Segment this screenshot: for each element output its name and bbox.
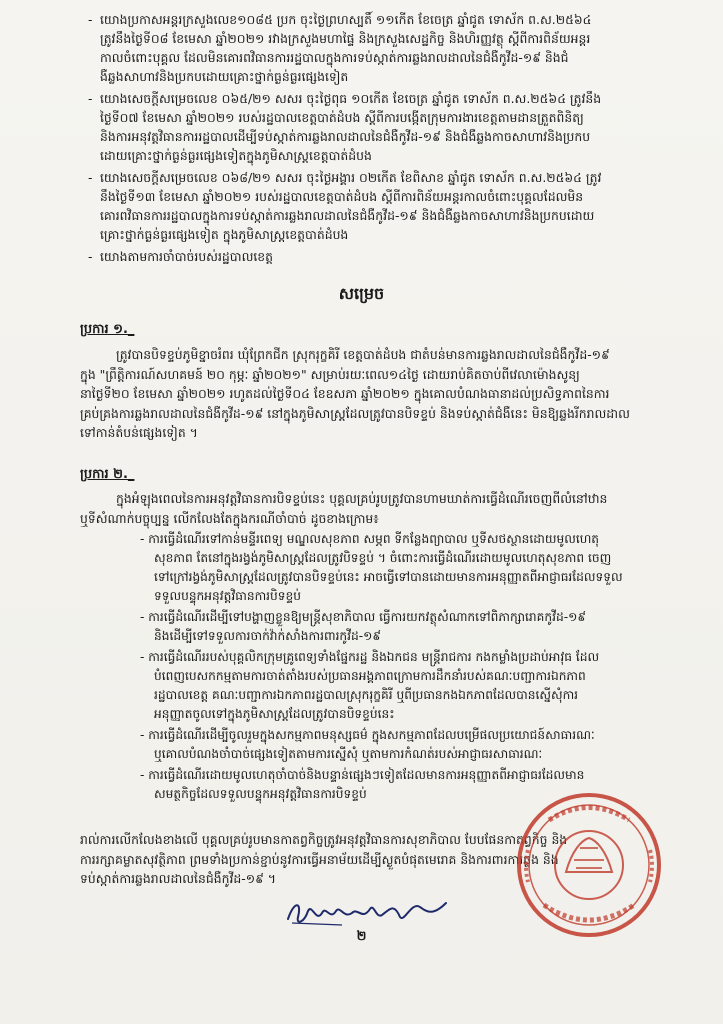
exception-line: ឬគោលបំណងចាំបាច់ផ្សេងទៀតតាមការស្នើសុំ ឬតាមការកំណត់របស់អាជ្ញាធរសាធារណៈ — [154, 747, 543, 761]
reference-line: យោងប្រកាសអន្តរក្រសួងលេខ១០៨៥ ប្រក ចុះថ្ងៃព្រហស្បតិ៍ ១១កើត ខែចេត្រ ឆ្នាំជូត ទោស័ក ព.ស.២៥៦៤ — [100, 12, 592, 27]
exception-line: អនុញ្ញាតចូលទៅក្នុងភូមិសាស្ត្រដែលត្រូវបានបិទខ្ទប់នេះ — [154, 707, 395, 721]
exception-line: និងដើម្បីទៅទទួលការចាក់វ៉ាក់សាំងការពារកូវីដ-១៩ — [154, 629, 382, 643]
reference-line: ថ្ងៃទី០៧ ខែមេសា ឆ្នាំ២០២១ របស់រដ្ឋបាលខេត្តបាត់ដំបង ស្តីពីការបង្កើតក្រុមការងារខេត្តតាមដានត្រួតពិនិត្យ — [100, 110, 584, 125]
exception-item-3: - ការធ្វើដំណើររបស់បុគ្គលិកក្រុមគ្រូពេទ្យទាំងផ្នែករដ្ឋ និងឯកជន មន្ត្រីរាជការ កងកម្លាំងប្រដាប់អាវុធ ដែល បំពេញបេសកកម្មតាមការចាត់តាំងរបស់ប្រធានអង្គភាពក្រោមការដឹកនាំរបស់គណៈបញ្ជាការឯកភាព រដ្ឋបាលខេត្ត គណៈបញ្ជាការឯកភាពរដ្ឋបាលស្រុករុក្ខគិរី ឬពីប្រធានកងឯកភាពដែលបានស្នើសុំការ អនុញ្ញាតចូលទៅក្នុងភូមិសាស្ត្រដែលត្រូវបានបិទខ្ទប់នេះ — [140, 648, 700, 724]
article-1-line: នាថ្ងៃទី២០ ខែមេសា ឆ្នាំ២០២១ រហូតដល់ថ្ងៃទី០៤ ខែឧសភា ឆ្នាំ២០២១ ក្នុងគោលបំណងធានាដល់ប្រសិទ្ធភាពនៃការ — [80, 386, 610, 401]
article-2-intro — [80, 489, 700, 528]
article-1-title: ប្រការ ១._ — [80, 322, 135, 337]
reference-list — [88, 10, 700, 266]
decision-heading: សម្រេច — [338, 284, 385, 303]
reference-line: នឹងថ្ងៃទី១៣ ខែមេសា ឆ្នាំ២០២១ របស់រដ្ឋបាលខេត្តបាត់ដំបង ស្តីពីការពិន័យអន្តរកាលចំពោះបុគ្គលដែលមិន — [100, 189, 584, 204]
exception-line: ការធ្វើដំណើរដើម្បីទៅបង្ហាញខ្លួនឱ្យមន្ត្រីសុខាភិបាល ធ្វើការយកវត្ថុសំណាកទៅពិភាក្សារោគកូវីដ-១៩ — [148, 610, 586, 624]
official-seal-icon — [514, 790, 664, 940]
article-1-line: ត្រូវបានបិទខ្ទប់ភូមិខ្នាចរំពរ ឃុំព្រែកជីក ស្រុករុក្ខគិរី ខេត្តបាត់ដំបង ជាតំបន់មានការឆ្លងរាលដាលនៃជំងឺកូវីដ-១៩ — [116, 347, 610, 362]
exception-line: ទទួលបន្ទុកអនុវត្តវិធានការបិទខ្ទប់ — [154, 589, 301, 603]
exception-line: សុខភាព តែនៅក្នុងរង្វង់ភូមិសាស្ត្រដែលត្រូវបិទខ្ទប់ ។ ចំពោះការធ្វើដំណើរដោយមូលហេតុសុខភាព ចេញ — [154, 551, 612, 565]
exception-item-5: - ការធ្វើដំណើរដោយមូលហេតុចាំបាច់និងបន្ទាន់ផ្សេងៗទៀតដែលមានការអនុញ្ញាតពីអាជ្ញាធរដែលមាន សមត្ថកិច្ចដែលទទួលបន្ទុកអនុវត្តវិធានការបិទខ្ទប់ — [140, 766, 700, 804]
article-1-body — [80, 345, 700, 443]
exception-line: រដ្ឋបាលខេត្ត គណៈបញ្ជាការឯកភាពរដ្ឋបាលស្រុករុក្ខគិរី ឬពីប្រធានកងឯកភាពដែលបានស្នើសុំការ — [154, 688, 579, 702]
article-1-line: ទៅកាន់តំបន់ផ្សេងទៀត ។ — [80, 425, 198, 440]
reference-item-3: - យោងសេចក្តីសម្រេចលេខ ០៦៨/២១ សសរ ចុះថ្ងៃអង្គារ ០២កើត ខែពិសាខ ឆ្នាំជូត ទោស័ក ព.ស.២៥៦៤ ត្រូវ នឹងថ្ងៃទី១៣ ខែមេសា ឆ្នាំ២០២១ របស់រដ្ឋបាលខេត្តបាត់ដំបង ស្តីពីការពិន័យអន្តរកាលចំពោះបុគ្គលដែលមិន គោរពវិធានការរដ្ឋបាលក្នុងការទប់ស្កាត់ការឆ្លងរាលដាលនៃជំងឺកូវីដ-១៩ និងជំងឺឆ្លងកាចសាហាវនិងប្រកបដោយ គ្រោះថ្នាក់ធ្ងន់ធ្ងរផ្សេងទៀត ក្នុងភូមិសាស្ត្រខេត្តបាត់ដំបង — [100, 168, 700, 244]
article-2-title: ប្រការ ២._ — [80, 467, 135, 482]
reference-line: ដោយគ្រោះថ្នាក់ធ្ងន់ធ្ងរផ្សេងទៀតក្នុងភូមិសាស្ត្រខេត្តបាត់ដំបង — [100, 148, 372, 163]
exception-line: ទៅក្រៅរង្វង់ភូមិសាស្ត្រដែលត្រូវបានបិទខ្ទប់នេះ អាចធ្វើទៅបានដោយមានការអនុញ្ញាតពីអាជ្ញាធរដែលទទួល — [154, 570, 623, 584]
exception-line: ការធ្វើដំណើរដោយមូលហេតុចាំបាច់និងបន្ទាន់ផ្សេងៗទៀតដែលមានការអនុញ្ញាតពីអាជ្ញាធរដែលមាន — [148, 768, 585, 782]
article-2-intro-line: ក្នុងអំឡុងពេលនៃការអនុវត្តវិធានការបិទខ្ទប់នេះ បុគ្គលគ្រប់រូបត្រូវបានហាមឃាត់ការធ្វើដំណើរចេញពីលំនៅឋាន — [116, 491, 608, 506]
exception-line: ការធ្វើដំណើរទៅកាន់មន្ទីរពេទ្យ មណ្ឌលសុខភាព សម្ភព ទីកន្លែងព្យាបាល ឬទីសថស្ថានដោយមូលហេតុ — [148, 532, 600, 546]
handwritten-signature — [282, 893, 452, 933]
closing-line: ការរក្សាគម្លាតសុវត្ថិភាព ព្រមទាំងប្រកាន់ខ្ជាប់នូវការធ្វើអនាម័យដើម្បីស្ងួតបំផុតមេរោគ និងការពារការឆ្លង និង — [80, 851, 559, 867]
reference-line: គ្រោះថ្នាក់ធ្ងន់ធ្ងរផ្សេងទៀត ក្នុងភូមិសាស្ត្រខេត្តបាត់ដំបង — [100, 227, 349, 242]
reference-line: យោងសេចក្តីសម្រេចលេខ ០៦៥/២១ សសរ ចុះថ្ងៃពុធ ១០កើត ខែចេត្រ ឆ្នាំជូត ទោស័ក ព.ស.២៥៦៤ ត្រូវនឹង — [100, 91, 602, 106]
exception-list — [140, 530, 700, 804]
reference-line: យោងសេចក្តីសម្រេចលេខ ០៦៨/២១ សសរ ចុះថ្ងៃអង្គារ ០២កើត ខែពិសាខ ឆ្នាំជូត ទោស័ក ព.ស.២៥៦៤ ត្រូវ — [100, 170, 602, 185]
closing-line: ទប់ស្កាត់ការឆ្លងរាលដាលនៃជំងឺកូវីដ-១៩ ។ — [80, 871, 276, 886]
reference-line: ត្រូវនឹងថ្ងៃទី០៨ ខែមេសា ឆ្នាំ២០២១ រវាងក្រសួងមហាផ្ទៃ និងក្រសួងសេដ្ឋកិច្ច និងហិរញ្ញវត្ថុ ស្តីពីការពិន័យអន្តរ — [100, 31, 591, 46]
article-2-intro-line: ឬទីសំណាក់បច្ចុប្បន្ន លើកលែងតែក្នុងករណីចាំបាច់ ដូចខាងក្រោម៖ — [80, 510, 379, 526]
article-1-line: គ្រប់គ្រងការឆ្លងរាលដាលនៃជំងឺកូវីដ-១៩ នៅក្នុងភូមិសាស្ត្រដែលត្រូវបានបិទខ្ទប់ និងទប់ស្កាត់ជំងឺនេះ មិនឱ្យឆ្លងរីករាលដាល — [80, 405, 630, 421]
exception-line: បំពេញបេសកកម្មតាមការចាត់តាំងរបស់ប្រធានអង្គភាពក្រោមការដឹកនាំរបស់គណៈបញ្ជាការឯកភាព — [154, 669, 586, 683]
reference-line: គោរពវិធានការរដ្ឋបាលក្នុងការទប់ស្កាត់ការឆ្លងរាលដាលនៃជំងឺកូវីដ-១៩ និងជំងឺឆ្លងកាចសាហាវនិងប្រកបដោយ — [100, 208, 595, 223]
reference-item-1: - យោងប្រកាសអន្តរក្រសួងលេខ១០៨៥ ប្រក ចុះថ្ងៃព្រហស្បតិ៍ ១១កើត ខែចេត្រ ឆ្នាំជូត ទោស័ក ព.ស.២៥៦៤ ត្រូវនឹងថ្ងៃទី០៨ ខែមេសា ឆ្នាំ២០២១ រវាងក្រសួងមហាផ្ទៃ និងក្រសួងសេដ្ឋកិច្ច និងហិរញ្ញវត្ថុ ស្តីពីការពិន័យអន្តរ កាលចំពោះបុគ្គល ដែលមិនគោរពវិធានការរដ្ឋបាលក្នុងការទប់ស្កាត់ការឆ្លងរាលដាលនៃជំងឺកូវីដ-១៩ និងជំ ងឺឆ្លងសាហាវនិងប្រកបដោយគ្រោះថ្នាក់ធ្ងន់ធ្ងរផ្សេងទៀត — [100, 10, 700, 86]
reference-item-2: - យោងសេចក្តីសម្រេចលេខ ០៦៥/២១ សសរ ចុះថ្ងៃពុធ ១០កើត ខែចេត្រ ឆ្នាំជូត ទោស័ក ព.ស.២៥៦៤ ត្រូវនឹង ថ្ងៃទី០៧ ខែមេសា ឆ្នាំ២០២១ របស់រដ្ឋបាលខេត្តបាត់ដំបង ស្តីពីការបង្កើតក្រុមការងារខេត្តតាមដានត្រួតពិនិត្យ និងការអនុវត្តវិធានការរដ្ឋបាលដើម្បីទប់ស្កាត់ការឆ្លងរាលដាលនៃជំងឺកូវីដ-១៩ និងជំងឺឆ្លងកាចសាហាវនិងប្រកប ដោយគ្រោះថ្នាក់ធ្ងន់ធ្ងរផ្សេងទៀតក្នុងភូមិសាស្ត្រខេត្តបាត់ដំបង — [100, 89, 700, 165]
closing-line: រាល់ការលើកលែងខាងលើ បុគ្គលគ្រប់រូបមានកាតព្វកិច្ចត្រូវអនុវត្តវិធានការសុខាភិបាល បែបផែនកាតព្វកិច្ច និង — [80, 832, 568, 847]
reference-line: ងឺឆ្លងសាហាវនិងប្រកបដោយគ្រោះថ្នាក់ធ្ងន់ធ្ងរផ្សេងទៀត — [100, 69, 349, 84]
exception-item-4: - ការធ្វើដំណើរដើម្បីចូលរួមក្នុងសកម្មភាពមនុស្សធម៌ ក្នុងសកម្មភាពដែលបម្រើផលប្រយោជន៍សាធារណៈ ឬគោលបំណងចាំបាច់ផ្សេងទៀតតាមការស្នើសុំ ឬតាមការកំណត់របស់អាជ្ញាធរសាធារណៈ — [140, 726, 700, 764]
exception-line: សមត្ថកិច្ចដែលទទួលបន្ទុកអនុវត្តវិធានការបិទខ្ទប់ — [154, 787, 367, 801]
reference-line: និងការអនុវត្តវិធានការរដ្ឋបាលដើម្បីទប់ស្កាត់ការឆ្លងរាលដាលនៃជំងឺកូវីដ-១៩ និងជំងឺឆ្លងកាចសាហាវនិងប្រកប — [100, 129, 591, 144]
article-1-line: ក្នុង "ព្រឹត្តិការណ៍សហគមន៍ ២០ កុម្ភៈ ឆ្នាំ២០២១" សម្រាប់រយៈពេល១៤ថ្ងៃ ដោយរាប់គិតចាប់ពីវេលាម៉ោងសូន្យ — [80, 366, 580, 382]
exception-item-1: - ការធ្វើដំណើរទៅកាន់មន្ទីរពេទ្យ មណ្ឌលសុខភាព សម្ភព ទីកន្លែងព្យាបាល ឬទីសថស្ថានដោយមូលហេតុ សុខភាព តែនៅក្នុងរង្វង់ភូមិសាស្ត្រដែលត្រូវបិទខ្ទប់ ។ ចំពោះការធ្វើដំណើរដោយមូលហេតុសុខភាព ចេញ ទៅក្រៅរង្វង់ភូមិសាស្ត្រដែលត្រូវបានបិទខ្ទប់នេះ អាចធ្វើទៅបានដោយមានការអនុញ្ញាតពីអាជ្ញាធរដែលទទួល ទទួលបន្ទុកអនុវត្តវិធានការបិទខ្ទប់ — [140, 530, 700, 606]
reference-line: យោងតាមការចាំបាច់របស់រដ្ឋបាលខេត្ត — [100, 249, 274, 264]
exception-item-2: - ការធ្វើដំណើរដើម្បីទៅបង្ហាញខ្លួនឱ្យមន្ត្រីសុខាភិបាល ធ្វើការយកវត្ថុសំណាកទៅពិភាក្សារោគកូវីដ-១៩ និងដើម្បីទៅទទួលការចាក់វ៉ាក់សាំងការពារកូវីដ-១៩ — [140, 608, 700, 646]
reference-item-4: - យោងតាមការចាំបាច់របស់រដ្ឋបាលខេត្ត — [88, 249, 274, 264]
exception-line: ការធ្វើដំណើរដើម្បីចូលរួមក្នុងសកម្មភាពមនុស្សធម៌ ក្នុងសកម្មភាពដែលបម្រើផលប្រយោជន៍សាធារណៈ — [148, 728, 595, 742]
reference-line: កាលចំពោះបុគ្គល ដែលមិនគោរពវិធានការរដ្ឋបាលក្នុងការទប់ស្កាត់ការឆ្លងរាលដាលនៃជំងឺកូវីដ-១៩ និងជំ — [100, 50, 569, 65]
page-number: ២ — [356, 929, 367, 944]
exception-line: ការធ្វើដំណើររបស់បុគ្គលិកក្រុមគ្រូពេទ្យទាំងផ្នែករដ្ឋ និងឯកជន មន្ត្រីរាជការ កងកម្លាំងប្រដាប់អាវុធ ដែល — [148, 650, 600, 664]
